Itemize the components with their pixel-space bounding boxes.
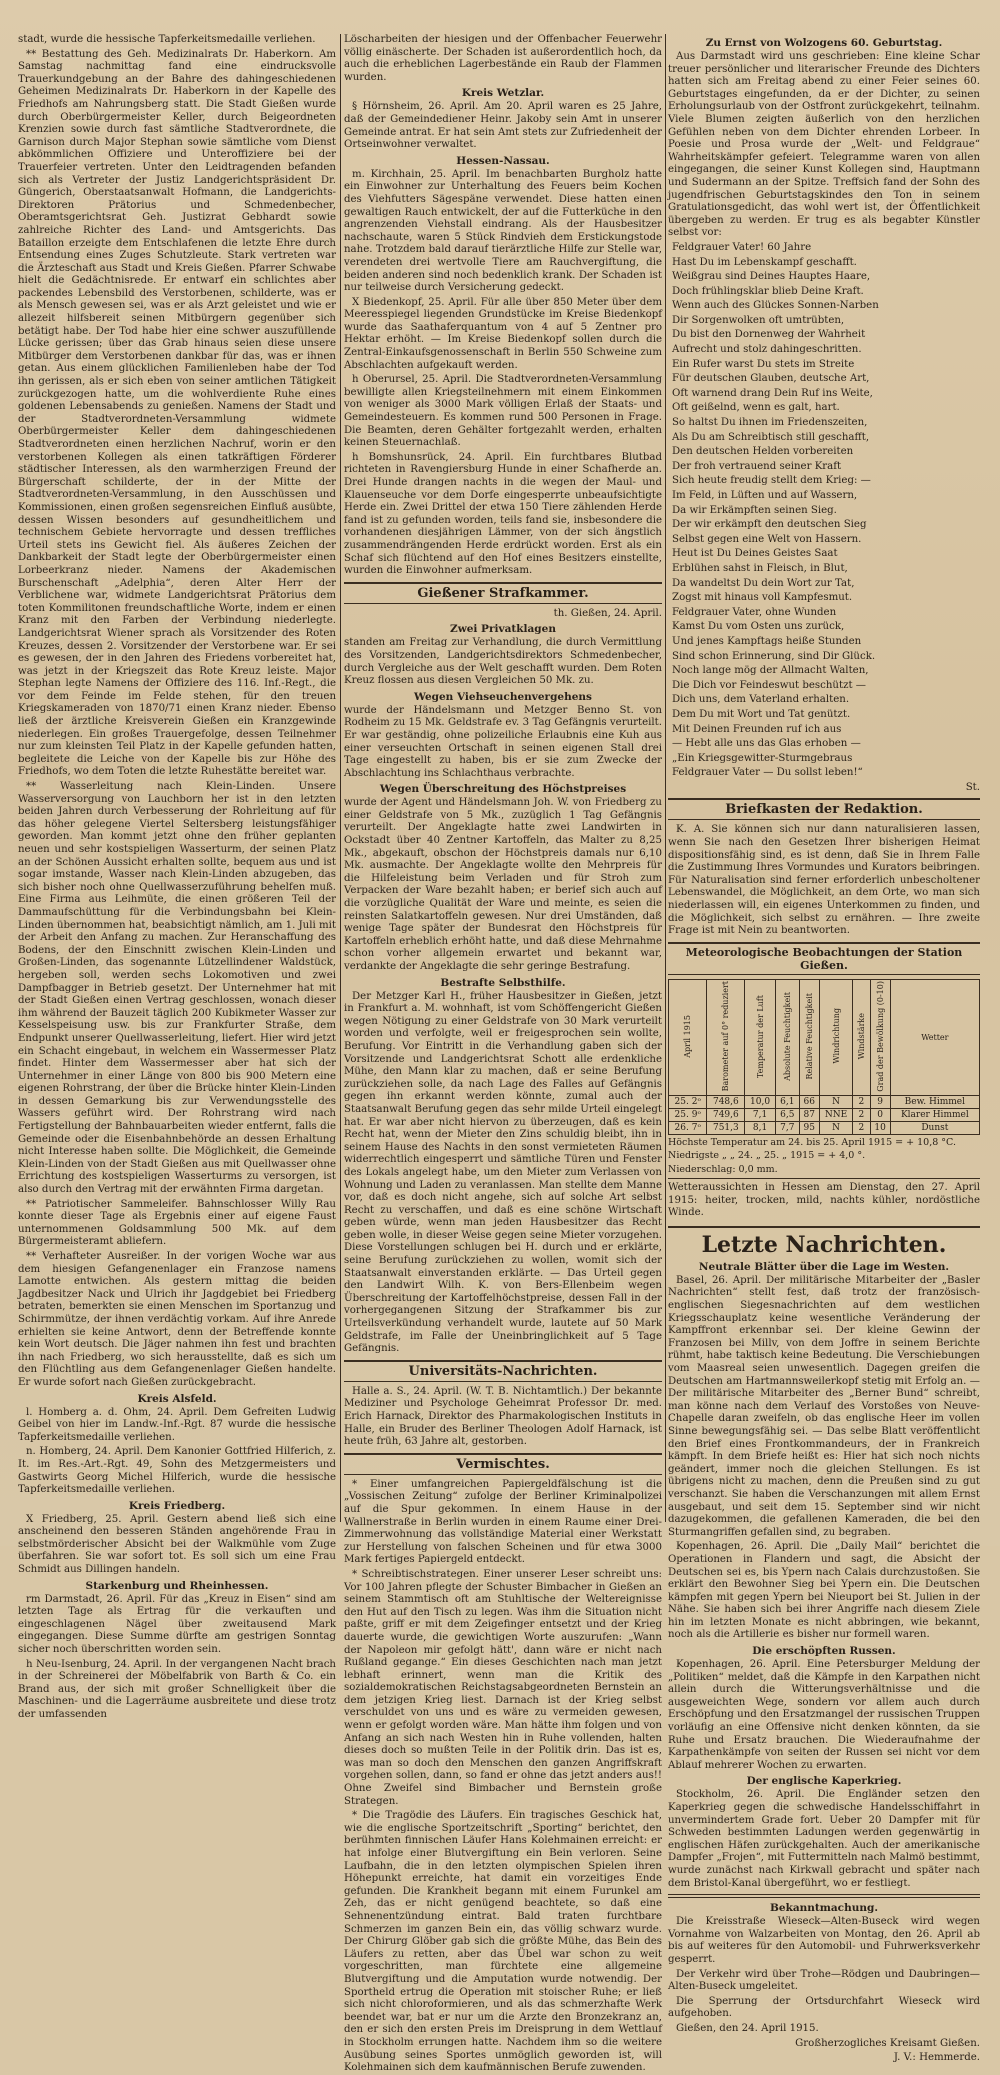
column-right: [668, 34, 980, 2064]
poem-line: Du bist den Dornenweg der Wahrheit: [672, 329, 866, 341]
poem-line: „Ein Kriegsgewitter-Sturmgebraus: [672, 752, 853, 764]
poem-line: Ein Rufer warst Du stets im Streite: [672, 358, 855, 370]
poem-line: Oft warnend drang Dein Ruf ins Weite,: [672, 387, 873, 399]
poem-line: Der wir erkämpft den deutschen Sieg: [672, 519, 867, 531]
poem-line: Selbst gegen eine Welt von Hassern.: [672, 533, 862, 545]
article-text: § Hörnsheim, 26. April. Am 20. April waren es 25 Jahre, daß der Gemeindediener Heinr. Jakoby sein Amt in unserer Gemeinde antrat. Er hat sein Amt stets zur Zufriedenheit der Ortseinwohner verwaltet.: [344, 101, 662, 151]
section-title: Briefkasten der Redaktion.: [668, 798, 980, 820]
column-header: Absolute Feuchtigkeit: [775, 979, 799, 1095]
article-text: Löscharbeiten der hiesigen und der Offenbacher Feuerwehr völlig einäscherte. Der Schaden ist außerordentlich hoch, da auch die erheblichen Lagerbestände ein Raub der Flammen wurden.: [344, 34, 662, 83]
table-cell: 26. 7ᵒ: [669, 1121, 707, 1134]
poem-line: Und jenes Kampftags heiße Stunden: [672, 635, 862, 647]
sub-heading: Bekanntmachung.: [770, 1902, 878, 1915]
poem-line: Dich uns, dem Vaterland erhalten.: [672, 694, 850, 706]
article-text: Basel, 26. April. Der militärische Mitarbeiter der „Basler Nachrichten“ stellt fest, daß trotz der französisch-englischen Siegesnachrichten auf dem westlichen Kriegsschauplatz keine wesentliche Veränderung der Kampffront erkennbar sei. Der kleine Gewinn der Franzosen bei Millv, von dem Joffre in seinem Berichte rühmt, habe taktisch keine Bedeutung. Die Verschiebungen vom Maasreal seien unwesentlich. Dagegen greifen die Deutschen am Hartmannsweilerkopf stetig mit Erfolg an. — Der militärische Mitarbeiter des „Berner Bund“ schreibt, man könne nach dem Verlauf des Vorstoßes von Neuve-Chapelle daran zweifeln, ob das englische Heer im vollen Sinne bewegungsfähig sei. — Das selbe Blatt veröffentlicht den Brief eines Frontkommandeurs, der in Frankreich kämpft. In dem Briefe heißt es: Hier hat sich noch nichts geändert, immer noch die gleichen Stellungen. Es ist übrigens nicht zu machen, denn die Preußen sind zu gut verschanzt. Sie haben die Verschanzungen mit allem Ernst ausgebaut, und seit dem 15. September sind wir nicht dazugekommen, die gefallenen Kameraden, die bei den Sturmangriffen gefallen sind, zu begraben.: [668, 1274, 980, 1538]
poem: [668, 242, 980, 780]
table-cell: Klarer Himmel: [890, 1108, 979, 1121]
weather-table: [668, 979, 980, 1135]
dateline: th. Gießen, 24. April.: [553, 607, 662, 619]
article-text: h Neu-Isenburg, 24. April. In der vergangenen Nacht brach in der Schreinerei der Möbelfabrik von Barth & Co. ein Brand aus, der sich mit großer Schnelligkeit über die Maschinen- und die Lagerräume ausbreitete und diese trotz der umfassenden: [18, 1658, 336, 1720]
column-rule: [340, 34, 341, 1522]
article-text: Stockholm, 26. April. Die Engländer setzen den Kaperkrieg gegen die schwedische Handelsschiffahrt in unvermindertem Grade fort. Ueber 20 Dampfer mit für Schweden bestimmten Ladungen werden gegenwärtig in englischen Häfen zurückgehalten. Auch der amerikanische Dampfer „Frojen“, mit Futtermitteln nach Malmö bestimmt, wurde zunächst nach Kirkwall gebracht und später nach dem Bristol-Kanal übergeführt, wo er festliegt.: [668, 1789, 980, 1889]
table-cell: N: [819, 1095, 853, 1108]
poem-line: Der froh vertrauend seiner Kraft: [672, 460, 842, 472]
article-text: standen am Freitag zur Verhandlung, die durch Vermittlung des Vorsitzenden, Landgerichtsdirektors Schmedenbecher, durch Vergleiche aus der Welt geschafft wurden. Dem Roten Kreuz flossen aus diesen Vergleichen 50 Mk. zu.: [344, 637, 662, 687]
poem-line: Dir Sorgenwolken oft umtrübten,: [672, 314, 845, 326]
article-text: h Oberursel, 25. April. Die Stadtverordneten-Versammlung bewilligte allen Kriegsteilnehmern mit einem Einkommen von weniger als 3000 Mark völligen Erlaß der Staats- und Gemeindesteuern. Es kommen rund 500 Personen in Frage. Die Beamten, deren Gehälter fortgezahlt werden, erhalten keinen Steuernachlaß.: [344, 374, 662, 449]
table-cell: N: [819, 1121, 853, 1134]
section-heading: Starkenburg und Rheinhessen.: [85, 1579, 269, 1592]
poem-line: Dem Du mit Wort und Tat genützt.: [672, 708, 851, 720]
table-cell: 87: [799, 1108, 819, 1121]
signature: St.: [965, 781, 980, 793]
table-header-row: [669, 979, 980, 1095]
article-text: Halle a. S., 24. April. (W. T. B. Nichtamtlich.) Der bekannte Mediziner und Psychologe Geheimrat Professor Dr. med. Erich Harnack, Direktor des Pharmakologischen Instituts in Halle, ein Bruder des Berliner Theologen Adolf Harnack, ist heute früh, 63 Jahre alt, gestorben.: [344, 1385, 662, 1448]
article-text: K. A. Sie können sich nur dann naturalisieren lassen, wenn Sie nach den Gesetzen Ihrer bisherigen Heimat dispositionsfähig sind, es ist denn, daß Sie in Ihrem Falle die Zustimmung Ihres Vormundes und Kurators beibringen. Für Naturalisation sind ferner erforderlich unbescholtener Lebenswandel, die Möglichkeit, an dem Orte, wo man sich niederlassen will, ein eigenes Unterkommen zu finden, und die Möglichkeit, sich selbst zu ernähren. — Ihre zweite Frage ist mit Nein zu beantworten.: [668, 824, 980, 937]
article-text: ** Patriotischer Sammeleifer. Bahnschlosser Willy Rau konnte dieser Tage als Ergebnis einer auf eigene Faust unternommenen Goldsammlung 500 Mk. auf dem Bürgermeisteramt abliefern.: [18, 1198, 336, 1248]
article-text: Der Verkehr wird über Trohe—Rödgen und Daubringen—Alten-Buseck umgeleitet.: [668, 1968, 980, 1993]
article-text: wurde der Agent und Händelsmann Joh. W. von Friedberg zu einer Geldstrafe von 5 Mk., zuzüglich 1 Tag Gefängnis verurteilt. Der Angeklagte hatte zwei Landwirten in Ockstadt über 40 Zentner Kartoffeln, das Malter zu 8,25 Mk., abgekauft, obschon der Höchstpreis damals nur 6,10 Mk. ausmachte. Der Angeklagte wollte den Mehrpreis für die Hilfeleistung beim Verladen und für Stroh zum Verpacken der Ware bezahlt haben; er berief sich auch auf die vorzügliche Qualität der Ware und meinte, es seien die reinsten Salatkartoffeln gewesen. Nur drei Umständen, daß wenige Tage später der Bundesrat den Höchstpreis für Kartoffeln erheblich erhöht hatte, und daß diese Mehrnahme schon vorher allgemein erwartet und bekannt war, verdankte der Angeklagte die sehr geringe Bestrafung.: [344, 797, 662, 972]
poem-line: Zogst mit hinaus voll Kampfesmut.: [672, 592, 853, 604]
poem-line: Doch frühlingsklar blieb Deine Kraft.: [672, 285, 864, 297]
sub-heading: Die erschöpften Russen.: [752, 1645, 896, 1658]
poem-line: Für deutschen Glauben, deutsche Art,: [672, 373, 870, 385]
poem-line: — Hebt alle uns das Glas erhoben —: [672, 738, 861, 750]
table-cell: 9: [870, 1095, 890, 1108]
section-heading: Kreis Alsfeld.: [137, 1392, 217, 1405]
poem-line: Erblühen sahst in Fleisch, in Blut,: [672, 562, 848, 574]
poem-line: Weißgrau sind Deines Hauptes Haare,: [672, 271, 871, 283]
precipitation: Niederschlag: 0,0 mm.: [668, 1163, 778, 1175]
table-cell: 25. 9ᵒ: [669, 1108, 707, 1121]
article-text: l. Homberg a. d. Ohm, 24. April. Dem Gefreiten Ludwig Geibel von hier im Landw.-Inf.-Rgt. 87 wurde die hessische Tapferkeitsmedaille verliehen.: [18, 1406, 336, 1443]
poem-line: Wenn auch des Glückes Sonnen-Narben: [672, 300, 879, 312]
column-header: Windstärke: [853, 979, 870, 1095]
sub-heading: Neutrale Blätter über die Lage im Westen.: [698, 1260, 950, 1273]
signature: J. V.: Hemmerde.: [893, 2052, 980, 2064]
table-row: [669, 1108, 980, 1121]
poem-line: Die Dich vor Feindeswut beschützt —: [672, 679, 866, 691]
table-cell: NNE: [819, 1108, 853, 1121]
column-header: Windrichtung: [819, 979, 853, 1095]
max-temperature: Höchste Temperatur am 24. bis 25. April 1915 = + 10,8 °C.: [668, 1136, 956, 1148]
poem-line: Da wir Erkämpften seinen Sieg.: [672, 504, 837, 516]
article-text: X Biedenkopf, 25. April. Für alle über 850 Meter über dem Meeresspiegel liegenden Grundstücke im Kreise Biedenkopf wurde das Saathaferquantum von 4 auf 5 Zentner pro Hektar erhöht. — Im Kreise Biedenkopf sollen durch die Zentral-Einkaufsgenossenschaft in Berlin 550 Schweine zum Abschlachten aufgekauft werden.: [344, 296, 662, 371]
article-text: ** Wasserleitung nach Klein-Linden. Unsere Wasserversorgung von Lauchborn her ist in den letzten beiden Jahren durch Verbesserung der Rohrleitung auf für das höher gelegene Viertel Seltersberg leistungsfähiger geworden. Man kommt jetzt ohne den früher geplanten neuen und sehr kostspieligen Wasserturm, der seinen Platz an der Schönen Aussicht erhalten sollte, bequem aus und ist sogar imstande, Wasser nach Klein-Linden abzugeben, das sich bisher noch ohne Quellwasserzuführung behelfen muß. Eine Firma aus Leihmüte, die einen größeren Teil der Dammaufschüttung für die Verbindungsbahn bei Klein-Linden übernommen hat, beabsichtigt nämlich, am 1. Juli mit der Arbeit den Anfang zu machen. Zur Heranschaffung des Bodens, der den Einschnitt zwischen Klein-Linden und Großen-Linden, das sogenannte Lützellindener Waldstück, hergeben soll, werden sechs Lokomotiven und zwei Dampfbagger in Betrieb gesetzt. Der Unternehmer hat mit der Stadt Gießen einen Vertrag geschlossen, wonach dieser ihm während der Bauzeit täglich 200 Kubikmeter Wasser zur Kesselspeisung usw. bis zur Frankfurter Straße, dem Endpunkt unserer Quellwasserleitung, liefert. Hier wird jetzt ein Schacht eingebaut, in welchem ein Wassermesser Platz findet. Hinter dem Wassermesser aber hat sich der Unternehmer in einer Länge von 800 bis 900 Metern eine eigenen Rohrstrang, der über die Brücke hinter Klein-Linden in dessen Gemarkung bis zur Verwendungsstelle des Wassers geführt wird. Der Rohrstrang wird nach Fertigstellung der Bahnbauarbeiten wieder entfernt, falls die Gemeinde oder die Eisenbahnbehörde an dessen Erhaltung nicht Interesse haben sollte. Die Möglichkeit, die Gemeinde Klein-Linden von der Stadt Gießen aus mit Quellwasser ohne Errichtung des kostspieligen Wasserturms zu versorgen, ist also durch den Vertrag mit der erwähnten Firma dargetan.: [18, 781, 336, 1196]
column-header: Barometer auf 0° reduziert: [707, 979, 745, 1095]
article-text: Aus Darmstadt wird uns geschrieben: Eine kleine Schar treuer persönlicher und literarischer Freunde des Dichters hatten sich am Freitag abend zu einer Feier seines 60. Geburtstages eingefunden, da er der Dichter, zu seinen Erholungsurlaub von der Ostfront zurückgekehrt, teilnahm. Viele Blumen zeigten äußerlich von den herzlichen Gefühlen neben von dem Dichter ehrenden Lorbeer. In Poesie und Prosa wurde der „Welt- und Feldgraue“ Wahrheitskämpfer gefeiert. Telegramme waren von allen eingegangen, die seiner Kunst Kollegen sind, Hauptmann und Sudermann an der Spitze. Treffsich fand der Sohn des jugendfrischen Geburtstagskindes den Ton in seinem Gratulationsgedicht, das wohl wert ist, der Öffentlichkeit übergeben zu werden. Er trug es als begabter Künstler selbst vor:: [668, 51, 980, 239]
article-text: ** Bestattung des Geh. Medizinalrats Dr. Haberkorn. Am Samstag nachmittag fand eine eindrucksvolle Trauerkundgebung an der Bahre des dahingeschiedenen Geheimen Medizinalrats Dr. Haberkorn in der Kapelle des Friedhofs am Nahrungsberg statt. Die Stadt Gießen wurde durch Oberbürgermeister Keller, durch Beigeordneten Krenzien sowie durch fast sämtliche Stadtverordnete, die Garnison durch Major Stephan sowie sämtliche vom Dienst abkömmlichen Offiziere und Unteroffiziere bei der Trauerfeier vertreten. Unter den Leidtragenden befanden sich als Vertreter der Justiz Landgerichtspräsident Dr. Güngerich, Oberstaatsanwalt Hofmann, die Landgerichts-Direktoren Prätorius und Schmedenbecher, Oberamtsgerichtsrat Geh. Justizrat Gebhardt sowie zahlreiche Richter des Land- und Amtsgerichts. Das Bataillon erzeigte dem Entschlafenen die letzte Ehre durch Entsendung eines Zuges Schutzleute. Stark vertreten war die Ärzteschaft aus Stadt und Kreis Gießen. Pfarrer Schwabe hielt die Gedächtnisrede. Er entwarf ein schlichtes aber packendes Lebensbild des Verstorbenen, schilderte, was er als Mensch gewesen sei, was er als Arzt geleistet und wie er allezeit hilfsbereit seinen Mitbürgern gegenüber sich betätigt habe. Der Tod habe hier eine schwer auszufüllende Lücke gerissen; über das Grab hinaus seien diese unsere Mitbürger dem Verstorbenen dankbar für das, was er ihnen getan. Aus einem glücklichen Familienleben habe der Tod ihn gerissen, als er sich eben von seiner amtlichen Tätigkeit zurückgezogen hatte, um die wohlverdiente Ruhe eines goldenen Lebensabends zu genießen. Namens der Stadt und der Stadtverordneten-Versammlung widmete Oberbürgermeister Keller dem dahingeschiedenen Stadtverordneten einen herzlichen Nachruf, worin er den verstorbenen Kollegen als einen tatkräftigen Förderer städtischer Interessen, als den warmherzigen Freund der Bürgerschaft schilderte, der in der Mitte der Stadtverordneten-Versammlung, in den Ausschüssen und Kommissionen, einen großen segensreichen Einfluß ausübte, dessen Wissen besonders auf gesundheitlichem und technischem Gebiete hervorragte und dessen treffliches Urteil stets ins Gewicht fiel. Als äußeres Zeichen der Dankbarkeit der Stadt legte der Oberbürgermeister einen Lorbeerkranz nieder. Namens der Akademischen Burschenschaft „Adelphia“, deren Alter Herr der Verblichene war, widmete Landgerichtsrat Prätorius dem toten Kommilitonen freundschaftliche Worte, indem er einen Kranz mit den Farben der Verbindung niederlegte. Landgerichtsrat Wiener sprach als Vorsitzender des Roten Kreuzes, dessen 2. Vorsitzender der Verstorbene war. Er sei es gewesen, der in den Jahren des Friedens vorbereitet hat, was jetzt in der Kriegszeit das Rote Kreuz leiste. Major Stephan legte Namens der Offiziere des 116. Inf.-Regt., die vor dem Feinde im Felde stehen, für den treuen Kriegskameraden von 1870/71 einen Kranz nieder. Ebenso ließ der ärztliche Kreisverein Gießen ein Kranzgewinde niederlegen. Ein großes Trauergefolge, dessen Teilnehmer nur zum kleinsten Teil Platz in der Kapelle gefunden hatten, begleitete die Leiche von der Kapelle bis zur Höhe des Friedhofs, wo dem Toten die letzte Ruhestätte bereitet war.: [18, 48, 336, 778]
article-text: n. Homberg, 24. April. Dem Kanonier Gottfried Hilferich, z. It. im Res.-Art.-Rgt. 49, Sohn des Metzgermeisters und Gastwirts Georg Michel Hilferich, wurde die hessische Tapferkeitsmedaille verliehen.: [18, 1446, 336, 1496]
table-cell: 749,6: [707, 1108, 745, 1121]
article-text: * Schreibtischstrategen. Einer unserer Leser schreibt uns: Vor 100 Jahren pflegte der Schuster Bimbacher in Gießen an seinem Stammtisch oft am Stuhltische der Weltereignisse den Hut auf den Tisch zu legen. Was ihm die Situation nicht paßte, griff er mit dem Zeigefinger entsetzt und der Krieg dauerte wurde, die gewichtigen Worte auszurufen: „Wann der Napoleon mir gefolgt hätt', dann wäre er nicht nach Rußland gegange.“ Ein dieses Geschichten nach man jetzt lebhaft erinnert, wenn man die Kritik des sozialdemokratischen Reichstagsabgeordneten Bernstein an dem jetzigen Krieg liest. Darnach ist der Krieg selbst verschuldet von uns und es wäre zu vermeiden gewesen, wenn er gefolgt worden wäre. Man hätte ihm folgen und von Anfang an sich nach Westen hin in Ruhe vollenden, halten dieses doch so mußten Teile in der Politik drin. Das ist es, was man so doch den Menschen den ganzen Angriffskraft vorgehen sollen, dann, so fand er ohne das jetzt anders aus!! Ohne Zweifel sind Bimbacher und Bernstein große Strategen.: [344, 1568, 662, 1807]
poem-line: Feldgrauer Vater — Du sollst leben!“: [672, 767, 863, 779]
table-cell: 751,3: [707, 1121, 745, 1134]
section-title: Universitäts-Nachrichten.: [344, 1360, 662, 1382]
table-cell: 0: [870, 1108, 890, 1121]
authority: Großherzogliches Kreisamt Gießen.: [795, 2037, 980, 2049]
table-cell: 2: [853, 1108, 870, 1121]
table-cell: 7,1: [745, 1108, 776, 1121]
sub-heading: Zwei Privatklagen: [450, 623, 556, 636]
column-middle: [344, 34, 662, 2074]
section-title: Gießener Strafkammer.: [344, 582, 662, 604]
article-text: Die Sperrung der Ortsdurchfahrt Wieseck wird aufgehoben.: [668, 1995, 980, 2020]
sub-heading: Wegen Viehseuchenvergehens: [414, 690, 592, 703]
poem-line: Feldgrauer Vater, ohne Wunden: [672, 606, 837, 618]
column-left: [18, 34, 336, 1720]
table-cell: 25. 2ᵒ: [669, 1095, 707, 1108]
weather-forecast: Wetteraussichten in Hessen am Dienstag, den 27. April 1915: heiter, trocken, mild, nachts kühler, nordöstliche Winde.: [668, 1182, 980, 1219]
poem-line: Sich heute freudig stellt dem Krieg: —: [672, 475, 871, 487]
poem-line: Noch lange mög der Allmacht Walten,: [672, 665, 869, 677]
poem-line: Hast Du im Lebenskampf geschafft.: [672, 256, 857, 268]
column-header: Grad der Bewölkung (0-10): [870, 979, 890, 1095]
column-header: Temperatur der Luft: [745, 979, 776, 1095]
poem-line: Heut ist Du Deines Geistes Saat: [672, 548, 838, 560]
sub-heading: Bestrafte Selbsthilfe.: [440, 976, 566, 989]
table-row: [669, 1121, 980, 1134]
table-cell: 6,5: [775, 1108, 799, 1121]
section-heading: Kreis Friedberg.: [128, 1499, 226, 1512]
article-text: Kopenhagen, 26. April. Die „Daily Mail“ berichtet die Operationen in Flandern und sagt, die Absicht der Deutschen sei es, bis Ypern nach Calais durchzustoßen. Sie erklärt den Bewohner Sieg bei Ypern ein. Die Deutschen kämpfen mit gegen Ypern bei Nieuport bei St. Julien in der Nähe. Sie haben sich bei ihrer Angriffe nach diesem Ziele hin im letzten Monate es nicht abbringen, wie bekannt, noch als die Artillerie es bisher nur formell waren.: [668, 1541, 980, 1641]
article-text: stadt, wurde die hessische Tapferkeitsmedaille verliehen.: [18, 34, 316, 45]
table-cell: 2: [853, 1121, 870, 1134]
article-text: * Die Tragödie des Läufers. Ein tragisches Geschick hat, wie die englische Sportzeitschrift „Sporting“ berichtet, den berühmten finnischen Läufer Hans Kolehmainen erreicht: er hat infolge einer Blutvergiftung ein Bein verloren. Seine Laufbahn, die in den letzten olympischen Spielen ihren Höhepunkt erreichte, hat damit ein vorzeitiges Ende gefunden. Die Krankheit begann mit einem Furunkel am Zeh, das er nicht genügend beachtete, so daß eine Sehnenentzündung eintrat. Bald traten furchtbare Schmerzen im ganzen Bein ein, das völlig schwarz wurde. Der Chirurg Glöber gab sich die größte Mühe, das Bein des Läufers zu retten, aber das Übel war schon zu weit vorgeschritten, man fürchtete eine allgemeine Blutvergiftung und die Amputation wurde notwendig. Der Sportheld ertrug die Operation mit stoischer Ruhe; er ließ sich nicht chloroformieren, und als das schmerzhafte Werk beendet war, bat er nur um die Arzte den Bronzekranz an, den er sich den ersten Preis im Dreisprung in dem Wettlauf in Stockholm errungen hatte. Nachdem ihm so die weitere Ausübung seines Sportes unmöglich geworden ist, will Kolehmainen sich dem kaufmännischen Berufe zuwenden.: [344, 1810, 662, 2074]
article-text: Gießen, den 24. April 1915.: [676, 2022, 819, 2034]
poem-line: Mit Deinen Freunden ruf ich aus: [672, 723, 842, 735]
table-cell: 10: [870, 1121, 890, 1134]
poem-line: Feldgrauer Vater! 60 Jahre: [672, 241, 812, 253]
column-header: Relative Feuchtigkeit: [799, 979, 819, 1095]
article-text: Kopenhagen, 26. April. Eine Petersburger Meldung der „Politiken“ meldet, daß die Kämpfe in den Karpathen nicht allein durch die Witterungsverhältnisse und die ausgeweichten Wege, sondern vor allem auch durch Erschöpfung und den Ersatzmangel der russischen Truppen vorläufig an eine Offensive nicht denken könnten, da sie Ruhe und Ersatz brauchen. Die Wiederaufnahme der Karpathenkämpfe von seiten der Russen sei nicht vor dem Ablauf mehrerer Wochen zu erwarten.: [668, 1659, 980, 1771]
article-text: X Friedberg, 25. April. Gestern abend ließ sich eine anscheinend den besseren Ständen angehörende Frau in selbstmörderischer Absicht bei der Walkmühle vom Zuge überfahren. Sie war sofort tot. Es soll sich um eine Frau Schmidt aus Dillingen handeln.: [18, 1513, 336, 1576]
table-cell: 66: [799, 1095, 819, 1108]
article-text: Der Metzger Karl H., früher Hausbesitzer in Gießen, jetzt in Frankfurt a. M. wohnhaft, ist vom Schöffengericht Gießen wegen Nötigung zu einer Geldstrafe von 30 Mark verurteilt worden und verfolgte, weil er freigesprochen sein wollte, Berufung. Vor Eintritt in die Verhandlung gaben sich der Vorsitzende und Landgerichtsrat Schott alle erdenkliche Mühe, den Mann klar zu machen, daß er seine Berufung zurückziehen solle, da nach Lage des Falles auf Gefängnis gegen ihn erkannt werden könnte, zumal auch der Staatsanwalt Berufung gegen das sehr milde Urteil eingelegt hat. Er war aber nicht hiervon zu überzeugen, daß es kein Recht hat, wenn der Mieter den Zins schuldig bleibt, ihn in seinem Hause des Nachts in den sonst vermieteten Räumen widerrechtlich eingesperrt und sämtliche Türen und Fenster des Lokals angelegt habe, um den Mieter zum Verlassen von Wohnung und Laden zu veranlassen. Man stellte dem Manne vor, daß es doch nicht angehe, sich auf solche Art selbst Recht zu verschaffen, und daß es eine schöne Wirtschaft geben würde, wenn man jeden Hausbesitzer das Recht geben wolle, in dieser Weise gegen seine Mieter vorzugehen. Diese Vorstellungen schlugen bei H. durch und er erklärte, seine Berufung zurückziehen zu wollen, womit sich der Staatsanwalt einverstanden erklärte. — Das Urteil gegen den Landwirt Wilh. K. von Bers-Ellenbeim wegen Überschreitung der Kartoffelhöchstpreise, dessen Fall in der vorhergegangenen Sitzung der Strafkammer bis zur Urteilsverkündung verhandelt wurde, lautete auf 50 Mark Geldstrafe, im Falle der Uneinbringlichkeit auf 5 Tage Gefängnis.: [344, 990, 662, 1355]
poem-line: Sind schon Erinnerung, sind Dir Glück.: [672, 650, 876, 662]
poem-line: Aufrecht und stolz dahingeschritten.: [672, 344, 862, 356]
article-text: m. Kirchhain, 25. April. Im benachbarten Burgholz hatte ein Einwohner zur Unterhaltung des Feuers beim Kochen des Viehfutters Sägespäne verwendet. Diese hatten einen gewaltigen Rauch entwickelt, der auf die Futterküche in den angrenzenden Viehstall eindrang. Als der Hausbesitzer nachschaute, waren 5 Stück Rindvieh dem Erstickungstode nahe. Trotzdem bald darauf tierärztliche Hilfe zur Stelle war, verendeten drei wertvolle Tiere am Rauchvergiftung, die beiden anderen sind noch bedenklich krank. Der Schaden ist nur teilweise durch Versicherung gedeckt.: [344, 168, 662, 294]
poem-line: Als Du am Schreibtisch still geschafft,: [672, 431, 870, 443]
column-header: Wetter: [890, 979, 979, 1095]
article-text: * Einer umfangreichen Papiergeldfälschung ist die „Vossischen Zeitung“ zufolge der Berliner Kriminalpolizei auf die Spur gekommen. In einem Hause in der Wallnerstraße in Berlin wurden in einem Raume einer Drei-Zimmerwohnung das vollständige Material einer Werkstatt zur Herstellung von falschen Scheinen und für etwa 3000 Mark fertiges Papiergeld entdeckt.: [344, 1478, 662, 1566]
article-text: h Bomshunsrück, 24. April. Ein furchtbares Blutbad richteten in Ravengiersburg Hunde in einer Schafherde an. Drei Hunde drangen nachts in die wegen der Maul- und Klauenseuche vor dem Dorfe eingesperrte unbeaufsichtigte Herde ein. Zwei Drittel der etwa 150 Tiere zählenden Herde fand ist zu gefunden worden, teils fand sie, insbesondere die vorhandenen diesjährigen Lämmer, von der sich ängstlich zusammendrängenden Herde erdrückt worden. Erst als ein Schaf sich flüchtend auf den Hof eines Besitzers einstellte, wurden die Einwohner aufmerksam.: [344, 451, 662, 577]
section-title: Letzte Nachrichten.: [668, 1226, 980, 1258]
article-text: Die Kreisstraße Wieseck—Alten-Buseck wird wegen Vornahme von Walzarbeiten von Montag, den 26. April ab bis auf weiteres für den Automobil- und Fuhrwerksverkehr gesperrt.: [668, 1916, 980, 1965]
article-text: rm Darmstadt, 26. April. Für das „Kreuz in Eisen“ sind am letzten Tage als Ertrag für die verkauften und eingeschlagenen Nägel über zweitausend Mark eingegangen. Diese Summe dürfte am gestrigen Sonntag sicher noch überschritten worden sein.: [18, 1593, 336, 1656]
divider: [668, 1894, 980, 1898]
poem-line: Im Feld, in Lüften und auf Wassern,: [672, 490, 858, 501]
table-cell: 6,1: [775, 1095, 799, 1108]
table-cell: Dunst: [890, 1121, 979, 1134]
section-heading: Hessen-Nassau.: [456, 154, 550, 167]
article-text: ** Verhafteter Ausreißer. In der vorigen Woche war aus dem hiesigen Gefangenenlager ein Franzose namens Lamotte entwichen. Als gestern mittag die beiden Jagdbesitzer Nack und Ulrich ihr Jagdgebiet bei Friedberg betraten, bemerkten sie einen Menschen im Sportanzug und Schirmmütze, der ihnen verdächtig vorkam. Auf ihre Anrede erhielten sie keine Antwort, denn der Betreffende konnte kein Wort deutsch. Die Jäger nahmen ihn fest und brachten ihn nach Friedberg, wo sich herausstellte, daß es sich um den Flüchtling aus dem Gefangenenlager Gießen handelte. Er wurde sofort nach Gießen zurückgebracht.: [18, 1251, 336, 1388]
poem-line: Den deutschen Helden vorbereiten: [672, 446, 854, 458]
section-heading: Kreis Wetzlar.: [461, 87, 545, 100]
section-title: Vermischtes.: [344, 1453, 662, 1475]
column-header: April 1915: [669, 979, 707, 1095]
poem-line: Kamst Du vom Osten uns zurück,: [672, 621, 845, 633]
poem-line: Da wandeltst Du dein Wort zur Tat,: [672, 577, 855, 589]
table-row: [669, 1095, 980, 1108]
min-temperature: Niedrigste „ „ 24. „ 25. „ 1915 = + 4,0 °.: [668, 1150, 866, 1162]
sub-heading: Der englische Kaperkrieg.: [746, 1775, 902, 1788]
table-cell: 2: [853, 1095, 870, 1108]
table-cell: 8,1: [745, 1121, 776, 1134]
table-cell: 10,0: [745, 1095, 776, 1108]
sub-heading: Wegen Überschreitung des Höchstpreises: [379, 783, 627, 796]
section-title: Meteorologische Beobachtungen der Station Gießen.: [668, 942, 980, 975]
section-heading: Zu Ernst von Wolzogens 60. Geburtstag.: [705, 37, 943, 49]
table-cell: Bew. Himmel: [890, 1095, 979, 1108]
poem-line: So haltst Du ihnen im Friedenszeiten,: [672, 417, 868, 429]
article-text: wurde der Händelsmann und Metzger Benno St. von Rodheim zu 15 Mk. Geldstrafe ev. 3 Tag Gefängnis verurteilt. Er war geständig, ohne polizeiliche Erlaubnis eine Kuh aus einer verseuchten Ortschaft in seinen eigenen Stall drei Tage eingestellt zu haben, bis er sie zum Zwecke der Abschlachtung ins Schlachthaus verbrachte.: [344, 704, 662, 779]
divider: [668, 1178, 980, 1179]
poem-line: Oft geißelnd, wenn es galt, hart.: [672, 402, 840, 414]
table-cell: 95: [799, 1121, 819, 1134]
table-cell: 748,6: [707, 1095, 745, 1108]
column-rule: [665, 34, 666, 1522]
table-cell: 7,7: [775, 1121, 799, 1134]
